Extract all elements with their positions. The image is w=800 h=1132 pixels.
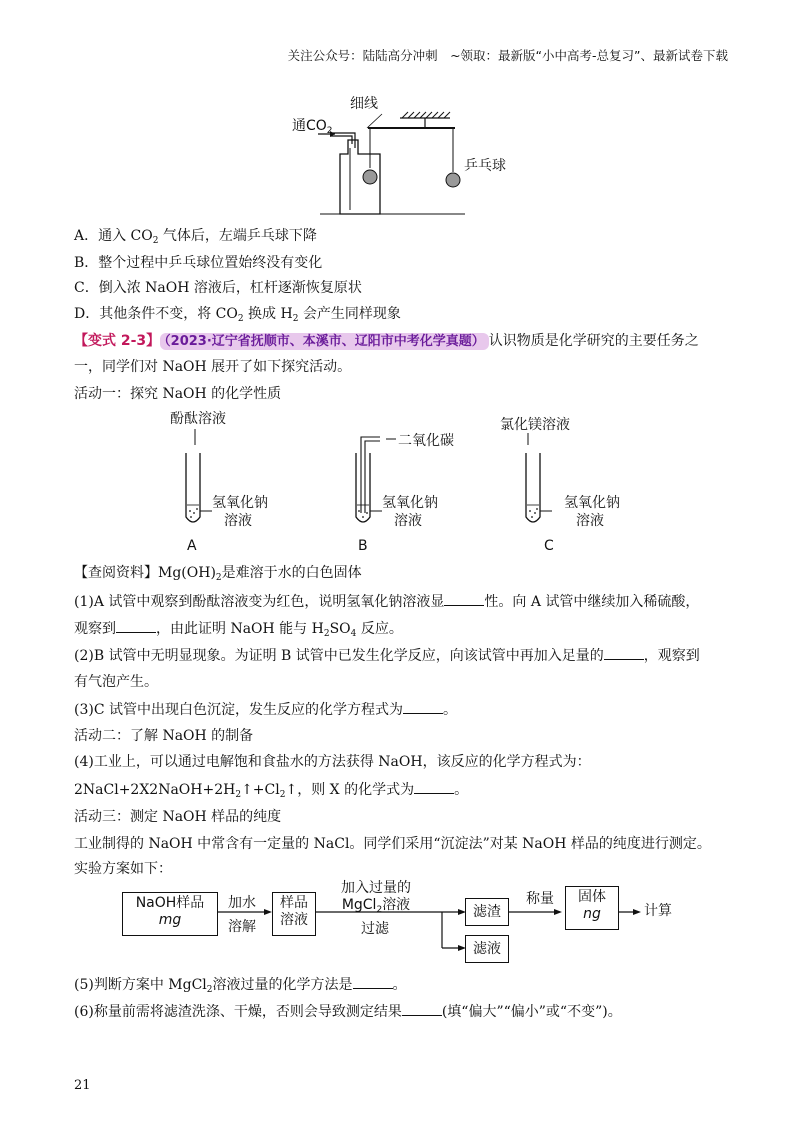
flow-label-filter: 过滤	[361, 921, 389, 937]
svg-text:溶液: 溶液	[224, 513, 252, 529]
variant-heading: 【变式 2-3】 （2023·辽宁省抚顺市、本溪市、辽阳市中考化学真题） 认识物质是化学研究的主要任务之	[74, 333, 699, 349]
flow-box-sample: NaOH样品 mg	[122, 892, 218, 936]
answer-blank-2[interactable]	[116, 619, 156, 633]
activity-one: 活动一：探究 NaOH 的化学性质	[74, 386, 282, 402]
question-3: (3)C 试管中出现白色沉淀，发生反应的化学方程式为 。	[74, 702, 457, 718]
answer-blank-7[interactable]	[402, 1002, 442, 1016]
flow-label-dissolve: 溶解	[228, 919, 256, 935]
svg-text:溶液: 溶液	[394, 513, 422, 529]
answer-blank-5[interactable]	[414, 780, 454, 794]
answer-blank-3[interactable]	[604, 646, 644, 660]
svg-text:B: B	[358, 538, 368, 554]
flow-label-weigh: 称量	[526, 891, 554, 907]
flow-label-add-water: 加水	[228, 895, 256, 911]
thread-label: 细线	[350, 96, 378, 112]
svg-text:C: C	[544, 538, 554, 554]
variant-tag: 【变式 2-3】	[74, 333, 161, 349]
question-4-line-1: (4)工业上，可以通过电解饱和食盐水的方法获得 NaOH，该反应的化学方程式为：	[74, 754, 591, 770]
lever-apparatus-figure	[290, 92, 520, 220]
option-d: D．其他条件不变，将 $CO_2$ 换成 $H_2$ 会产生同样现象	[74, 306, 401, 324]
page-header: 关注公众号：陆陆高分冲刺 ~领取：最新版“小中高考-总复习”、最新试卷下载	[287, 48, 728, 63]
svg-text:氢氧化钠: 氢氧化钠	[564, 495, 620, 511]
paragraph-3-line-1: 工业制得的 NaOH 中常含有一定量的 NaCl。同学们采用“沉淀法”对某 NaOH 样品的纯度进行测定。	[74, 836, 711, 852]
svg-text:二氧化碳: 二氧化碳	[398, 433, 454, 449]
question-5: (5)判断方案中 MgCl$_2$溶液过量的化学方法是 。	[74, 977, 407, 995]
svg-text:氯化镁溶液: 氯化镁溶液	[500, 417, 570, 433]
paragraph-3-line-2: 实验方案如下：	[74, 861, 172, 877]
option-a: A．通入 $CO_2$ 气体后，左端乒乓球下降	[74, 228, 317, 246]
page-number: 21	[74, 1078, 91, 1093]
info-note: 【查阅资料】$Mg(OH)_2$是难溶于水的白色固体	[74, 565, 362, 583]
flow-label-calculate: 计算	[644, 903, 672, 919]
flow-box-residue: 滤渣	[465, 898, 509, 926]
question-1-line-1: (1)A 试管中观察到酚酞溶液变为红色，说明氢氧化钠溶液显 性。向 A 试管中继续加入稀硫酸，	[74, 594, 700, 610]
question-2-line-1: (2)B 试管中无明显现象。为证明 B 试管中已发生化学反应，向该试管中再加入足量的 ，观察到	[74, 648, 700, 664]
ball-label: 乒乓球	[464, 158, 506, 174]
svg-text:氢氧化钠: 氢氧化钠	[382, 495, 438, 511]
svg-text:A: A	[187, 538, 197, 554]
answer-blank-1[interactable]	[444, 592, 484, 606]
flow-box-filtrate: 滤液	[465, 935, 509, 963]
variant-source: （2023·辽宁省抚顺市、本溪市、辽阳市中考化学真题）	[160, 333, 489, 350]
answer-blank-6[interactable]	[353, 975, 393, 989]
question-1-line-2: 观察到 ，由此证明 NaOH 能与 $H_2SO_4$ 反应。	[74, 621, 403, 639]
flow-box-solid: 固体 ng	[565, 886, 619, 930]
activity-three: 活动三：测定 NaOH 样品的纯度	[74, 809, 282, 825]
question-6: (6)称量前需将滤渣洗涤、干燥，否则会导致测定结果 (填“偏大”“偏小”或“不变”)。	[74, 1004, 622, 1020]
variant-intro: 一，同学们对 NaOH 展开了如下探究活动。	[74, 359, 352, 375]
svg-text:酚酞溶液: 酚酞溶液	[170, 411, 226, 427]
answer-blank-4[interactable]	[403, 700, 443, 714]
option-c: C．倒入浓 NaOH 溶液后，杠杆逐渐恢复原状	[74, 280, 362, 296]
test-tubes-figure	[160, 405, 640, 555]
option-b: B．整个过程中乒乓球位置始终没有变化	[74, 255, 323, 271]
question-4-line-2: $2NaCl+2X2NaOH+2H_2↑+Cl_2↑$，则 X 的化学式为 。	[74, 782, 469, 800]
flow-label-add-mgcl2: 加入过量的 MgCl$_2$溶液	[341, 880, 411, 915]
co2-label: 通$CO_2$	[292, 118, 333, 136]
activity-two: 活动二：了解 NaOH 的制备	[74, 728, 254, 744]
question-2-line-2: 有气泡产生。	[74, 674, 158, 690]
svg-text:溶液: 溶液	[576, 513, 604, 529]
flow-box-solution: 样品 溶液	[272, 892, 316, 936]
svg-text:氢氧化钠: 氢氧化钠	[212, 495, 268, 511]
